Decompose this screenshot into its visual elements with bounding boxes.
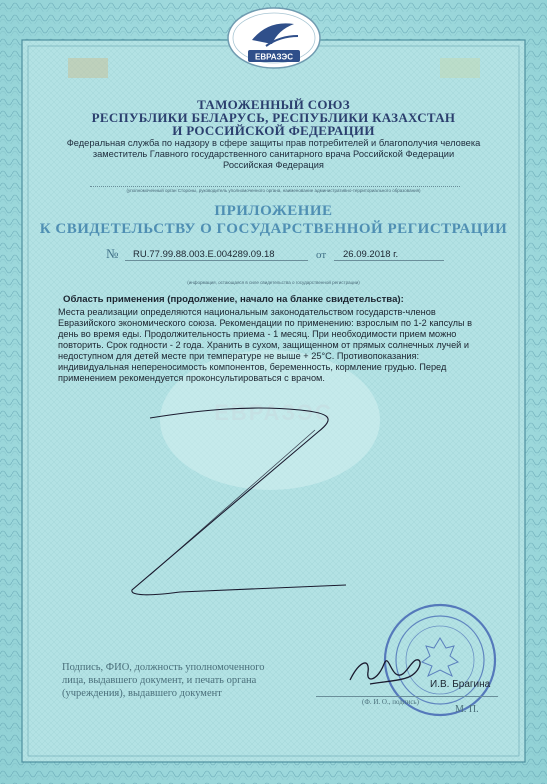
- scope-line: повторить. Срок годности - 2 года. Хранить в сухом, защищенном от прямых солнечных лучей и: [58, 340, 469, 350]
- seal-place-mark: М. П.: [455, 704, 479, 715]
- scope-line: день во время еды. Продолжительность приема - 1 месяц. При необходимости прием можно: [58, 329, 457, 339]
- scope-line: недоступном для детей месте при температуре не выше + 25°С. Противопоказания:: [58, 351, 420, 361]
- signature-caption-line: (учреждения), выдавшего документ: [62, 688, 222, 699]
- header-union: ТАМОЖЕННЫЙ СОЮЗ: [197, 97, 350, 112]
- scope-line: Места реализации определяются национальным законодательством государств-членов: [58, 307, 436, 317]
- scope-line: применением рекомендуется проконсультироваться с врачом.: [58, 373, 325, 383]
- title-appendix: ПРИЛОЖЕНИЕ: [214, 203, 333, 219]
- signature-caption-line: Подпись, ФИО, должность уполномоченного: [62, 662, 265, 673]
- title-certificate: К СВИДЕТЕЛЬСТВУ О ГОСУДАРСТВЕННОЙ РЕГИСТРАЦИИ: [39, 221, 508, 237]
- registration-caption: (информация, остающаяся в силе свидетельства о государственной регистрации): [187, 280, 360, 285]
- scope-line: Евразийского экономического союза. Рекомендации по применению: взрослым по 1-2 капсулы в: [58, 318, 473, 328]
- header-federation: И РОССИЙСКОЙ ФЕДЕРАЦИИ: [172, 123, 375, 138]
- authority-line-1: Федеральная служба по надзору в сфере защиты прав потребителей и благополучия человека: [66, 138, 481, 148]
- authority-line-2: заместитель Главного государственного санитарного врача Российской Федерации: [92, 149, 455, 159]
- registration-number-label: №: [106, 246, 119, 261]
- header-republics: РЕСПУБЛИКИ БЕЛАРУСЬ, РЕСПУБЛИКИ КАЗАХСТАН: [91, 110, 456, 125]
- fio-caption: (Ф. И. О., подпись): [362, 698, 419, 706]
- signatory-name: И.В. Брагина: [430, 679, 491, 690]
- scope-line: индивидуальная непереносимость компонентов, беременность, кормление грудью. Перед: [58, 362, 447, 372]
- authority-caption: (уполномоченный орган Стороны, руководитель уполномоченного органа, наименование административно-территориального образования): [126, 188, 421, 193]
- signature-caption-line: лица, выдавшего документ, и печать органа: [62, 675, 257, 686]
- scope-heading: Область применения (продолжение, начало на бланке свидетельства):: [63, 294, 404, 305]
- registration-number: RU.77.99.88.003.Е.004289.09.18: [133, 249, 275, 260]
- handwritten-signature: [340, 650, 440, 695]
- authority-line-3: Российская Федерация: [223, 160, 324, 170]
- watermark-text: ЕВРАЗЭС: [214, 400, 333, 425]
- registration-date-label: от: [316, 249, 327, 261]
- signature-rule: [316, 696, 498, 697]
- logo-text: ЕВРАЗЭС: [254, 52, 294, 62]
- registration-date: 26.09.2018 г.: [343, 249, 399, 260]
